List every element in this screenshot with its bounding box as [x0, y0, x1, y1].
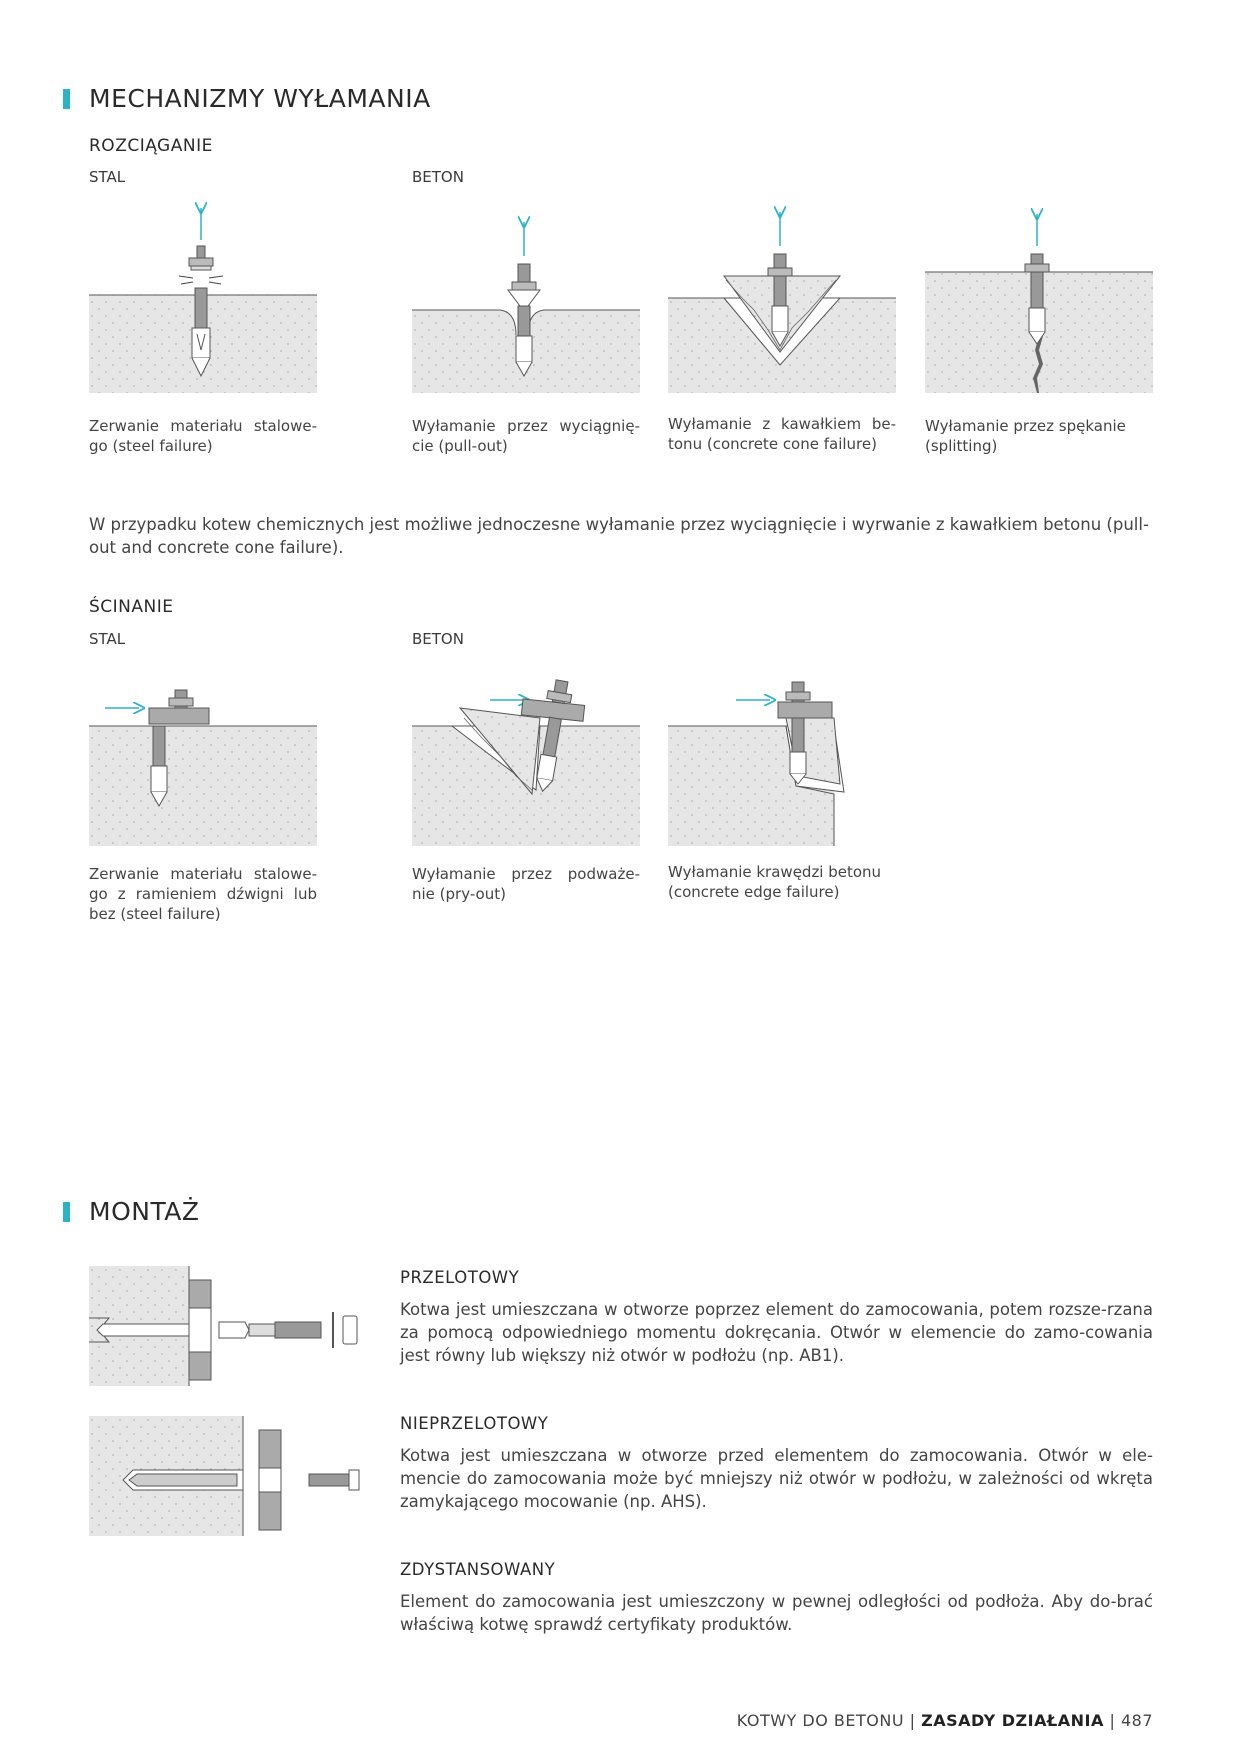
montage-text-pre-positioned: Kotwa jest umieszczana w otworze przed elementem do zamocowania. Otwór w ele-mencie do zamocowania może być mniejszy niż otwór w podłożu, w zależności od wkręta zamykającego mocowanie (np. AHS).	[400, 1446, 1153, 1511]
diagram-shear-steel-failure	[89, 678, 317, 848]
tension-steel-label: STAL	[89, 168, 126, 186]
diagram-splitting	[925, 200, 1153, 395]
shear-heading: ŚCINANIE	[89, 597, 174, 617]
diagram-concrete-cone	[668, 200, 896, 395]
diagram-steel-failure	[89, 200, 317, 395]
footer-category: KOTWY DO BETONU	[736, 1711, 905, 1730]
note-chemical-anchors: W przypadku kotew chemicznych jest możliwe jednoczesne wyłamanie przez wyciągnięcie i wyrwanie z kawałkiem betonu (pull-out and concrete cone failure).	[89, 515, 1149, 557]
caption-concrete-cone: Wyłamanie z kawałkiem be-tonu (concrete cone failure)	[668, 415, 896, 453]
accent-bar	[63, 1202, 70, 1222]
caption-steel-failure: Zerwanie materiału stalowe-go (steel failure)	[89, 417, 317, 455]
montage-text-push-through: Kotwa jest umieszczana w otworze poprzez element do zamocowania, potem rozsze-rzana za pomocą odpowiedniego momentu dokręcania. Otwór w elemencie do zamo-cowania jest równy lub większy niż otwór w podłożu (np. AB1).	[400, 1300, 1153, 1365]
caption-concrete-edge: Wyłamanie krawędzi betonu (concrete edge failure)	[668, 863, 882, 901]
montage-title-stand-off: ZDYSTANSOWANY	[400, 1560, 556, 1579]
caption-pull-out: Wyłamanie przez wyciągnię-cie (pull-out)	[412, 417, 640, 455]
accent-bar	[63, 89, 70, 109]
footer-separator: |	[909, 1711, 922, 1730]
page-number: 487	[1120, 1711, 1153, 1730]
caption-pry-out: Wyłamanie przez podważe-nie (pry-out)	[412, 865, 640, 903]
caption-shear-steel-failure: Zerwanie materiału stalowe-go z ramieniem dźwigni lub bez (steel failure)	[89, 865, 317, 923]
footer-section: ZASADY DZIAŁANIA	[921, 1711, 1104, 1730]
montage-text-stand-off: Element do zamocowania jest umieszczony w pewnej odległości od podłoża. Aby do-brać właściwą kotwę sprawdź certyfikaty produktów.	[400, 1592, 1153, 1634]
diagram-concrete-edge	[668, 678, 896, 848]
section-title-installation: MONTAŻ	[89, 1197, 200, 1226]
tension-concrete-label: BETON	[412, 168, 464, 186]
caption-splitting: Wyłamanie przez spękanie (splitting)	[925, 417, 1126, 455]
shear-steel-label: STAL	[89, 630, 126, 648]
section-title-failure-mechanisms: MECHANIZMY WYŁAMANIA	[89, 84, 431, 113]
page-footer	[737, 1711, 1153, 1730]
diagram-pre-positioned	[89, 1416, 369, 1538]
diagram-pull-out	[412, 200, 640, 395]
diagram-pry-out	[412, 678, 640, 848]
montage-title-pre-positioned: NIEPRZELOTOWY	[400, 1414, 549, 1433]
footer-separator: |	[1109, 1711, 1121, 1730]
shear-concrete-label: BETON	[412, 630, 464, 648]
diagram-push-through	[89, 1266, 369, 1388]
montage-title-push-through: PRZELOTOWY	[400, 1268, 520, 1287]
tension-heading: ROZCIĄGANIE	[89, 136, 213, 156]
